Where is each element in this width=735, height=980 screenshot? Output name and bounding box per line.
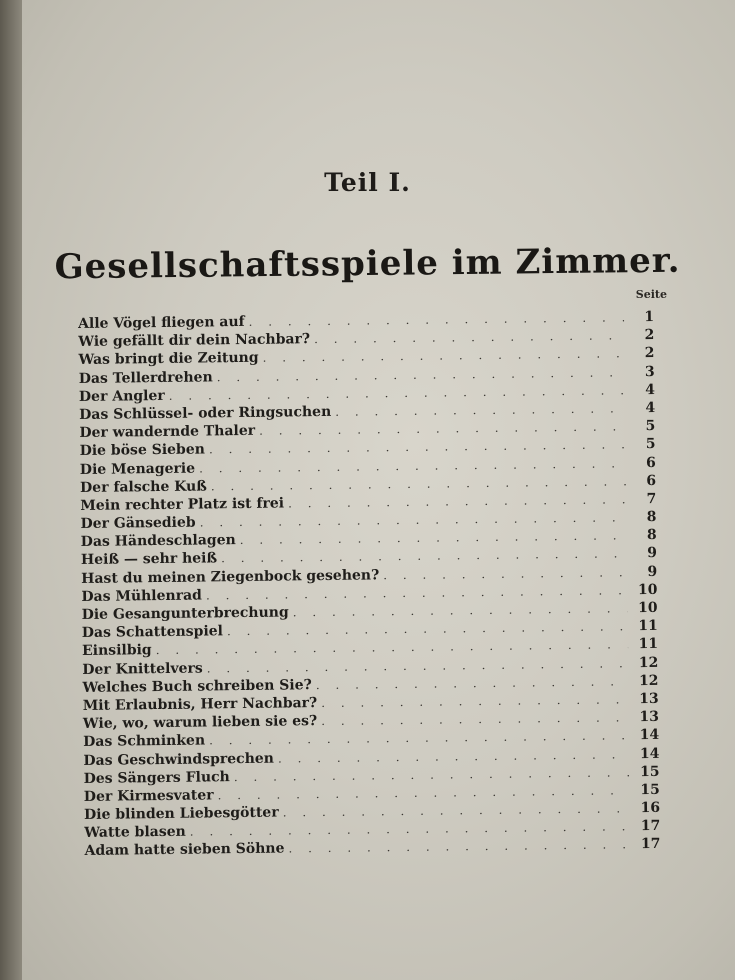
toc-entry-page: 14 (639, 745, 660, 762)
toc-entry-title: Der Kirmesvater (83, 787, 214, 805)
toc-entry-title: Die böse Sieben (79, 441, 205, 460)
toc-leader-dots (217, 783, 629, 802)
toc-entry-page: 13 (639, 690, 659, 708)
toc-leader-dots (207, 656, 629, 675)
toc-entry-page: 17 (640, 836, 661, 853)
toc-leader-dots (190, 820, 631, 839)
toc-leader-dots (316, 674, 629, 692)
toc-entry-title: Wie, wo, warum lieben sie es? (82, 713, 318, 733)
toc-entry-title: Mein rechter Platz ist frei (80, 495, 285, 514)
toc-entry-title: Wie gefällt dir dein Nachbar? (78, 331, 311, 351)
toc-leader-dots (227, 619, 628, 638)
toc-leader-dots (263, 347, 625, 365)
toc-entry-page: 5 (645, 418, 656, 435)
toc-entry-page: 15 (640, 763, 660, 780)
toc-entry-title: Das Schattenspiel (81, 623, 224, 642)
toc-leader-dots (259, 419, 625, 437)
toc-leader-dots (217, 365, 625, 384)
toc-entry-page: 6 (646, 472, 657, 489)
toc-entry-page: 1 (644, 308, 655, 326)
toc-entry-title: Die Menagerie (79, 460, 196, 478)
toc-leader-dots (200, 510, 627, 529)
toc-entry-title: Das Schlüssel- oder Ringsuchen (79, 403, 332, 423)
toc-leader-dots (288, 492, 626, 510)
toc-leader-dots (314, 329, 624, 347)
part-heading: Teil I. (324, 168, 411, 197)
toc-entry-page: 2 (644, 345, 655, 362)
toc-leader-dots (240, 529, 627, 548)
toc-entry-page: 6 (645, 454, 656, 471)
toc-entry-title: Der Gänsedieb (80, 514, 196, 533)
toc-entry-title: Das Tellerdrehen (78, 368, 213, 387)
toc-entry-title: Die Gesangunterbrechung (81, 604, 289, 623)
toc-leader-dots (278, 747, 630, 765)
toc-entry-page: 3 (644, 363, 655, 380)
toc-leader-dots (293, 601, 628, 619)
book-spine (0, 0, 22, 980)
toc-leader-dots (234, 765, 630, 784)
toc-entry-page: 15 (640, 781, 660, 799)
toc-entry-title: Das Schminken (83, 732, 206, 751)
section-title: Gesellschaftsspiele im Zimmer. (54, 240, 681, 288)
toc-leader-dots (211, 474, 626, 493)
toc-entry-title: Alle Vögel fliegen auf (78, 313, 245, 332)
toc-leader-dots (383, 565, 627, 582)
toc-entry-page: 11 (638, 636, 659, 653)
toc-leader-dots (288, 838, 630, 856)
toc-entry-page: 5 (645, 436, 656, 453)
toc-entry-page: 4 (645, 381, 656, 398)
toc-leader-dots (249, 310, 625, 329)
toc-leader-dots (221, 547, 627, 566)
toc-entry-title: Watte blasen (84, 823, 186, 842)
toc-leader-dots (199, 456, 626, 475)
toc-entry-title: Das Händeschlagen (80, 532, 236, 551)
toc-entry-title: Hast du meinen Ziegenbock gesehen? (81, 566, 380, 587)
toc-entry-title: Der falsche Kuß (79, 478, 207, 496)
toc-entry-page: 9 (647, 563, 658, 580)
page-column-label: Seite (635, 288, 667, 301)
toc-entry-page: 8 (646, 527, 657, 544)
toc-leader-dots (321, 710, 629, 728)
toc-leader-dots (209, 438, 626, 457)
toc-entry-page: 13 (639, 709, 660, 726)
toc-leader-dots (321, 692, 629, 710)
toc-entry-page: 11 (638, 618, 658, 635)
toc-entry-page: 16 (640, 799, 661, 817)
toc-entry-title: Des Sängers Fluch (83, 768, 230, 787)
toc-entry-title: Der Knittelvers (82, 660, 203, 678)
toc-entry-title: Was bringt die Zeitung (78, 350, 259, 369)
toc-entry-title: Mit Erlaubnis, Herr Nachbar? (82, 695, 318, 714)
toc-entry-page: 7 (646, 490, 657, 507)
toc-leader-dots (335, 401, 625, 419)
toc-entry-page: 12 (638, 654, 659, 671)
toc-entry-title: Das Geschwindsprechen (83, 750, 275, 769)
table-of-contents (78, 309, 661, 862)
toc-entry-page: 12 (638, 672, 659, 689)
toc-entry-title: Welches Buch schreiben Sie? (82, 676, 312, 696)
toc-entry-title: Heiß — sehr heiß (80, 550, 218, 569)
toc-entry-page: 4 (645, 399, 656, 417)
toc-entry-page: 9 (647, 545, 658, 562)
toc-leader-dots (209, 729, 629, 748)
toc-entry-page: 10 (638, 599, 658, 617)
toc-entry-title: Einsilbig (81, 642, 152, 660)
toc-leader-dots (169, 383, 625, 403)
toc-entry-page: 8 (646, 509, 657, 526)
toc-leader-dots (156, 638, 629, 658)
toc-entry-page: 14 (639, 727, 660, 744)
toc-entry-page: 17 (640, 818, 661, 835)
toc-leader-dots (206, 583, 628, 602)
toc-leader-dots (283, 801, 631, 819)
toc-entry-title: Das Mühlenrad (81, 587, 202, 605)
toc-entry-title: Der wandernde Thaler (79, 422, 256, 442)
toc-entry-title: Adam hatte sieben Söhne (84, 840, 285, 860)
toc-entry-page: 2 (644, 327, 655, 344)
toc-entry-title: Die blinden Liebesgötter (83, 804, 279, 824)
toc-entry-page: 10 (637, 581, 658, 598)
toc-entry-title: Der Angler (78, 387, 165, 405)
